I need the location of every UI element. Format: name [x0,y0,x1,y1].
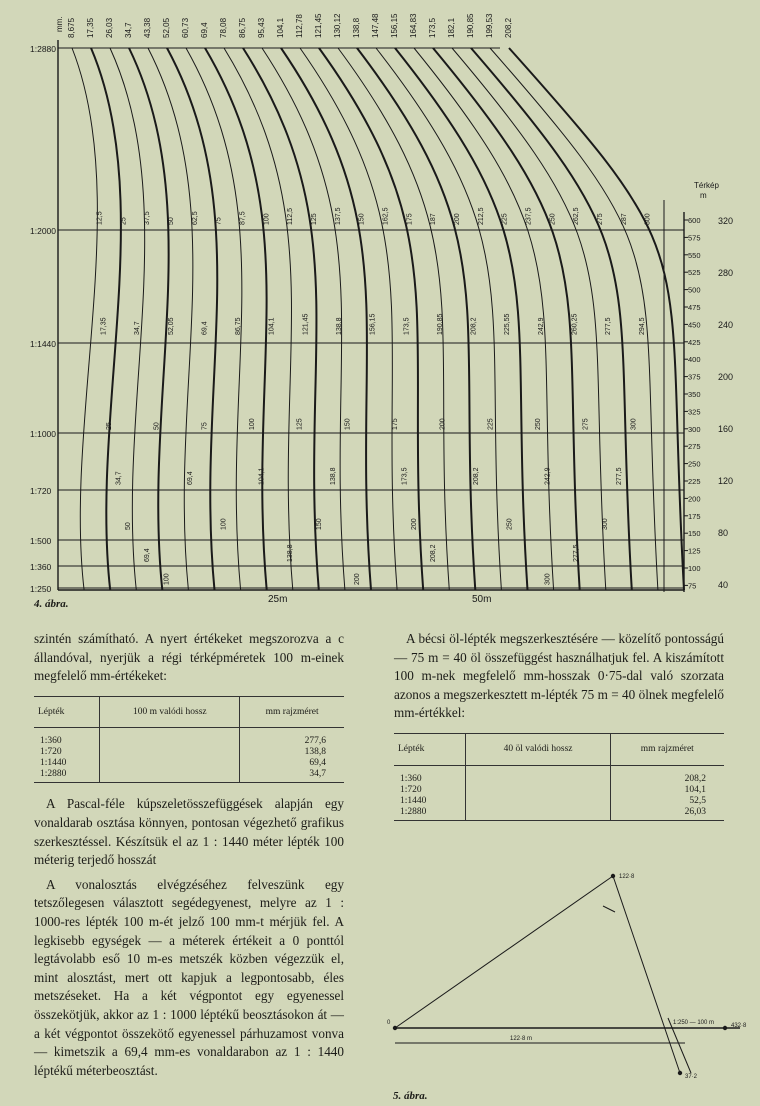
curve-value-label: 162,5 [382,207,390,225]
table-cell: 138,8 [304,747,326,758]
curve-value-label: 138,8 [330,467,338,485]
meter-scale-table [34,696,344,784]
table-cell: 1:2880 [34,769,100,783]
scale-label: 1:2880 [30,44,56,54]
table-cell: 1:1440 [34,758,100,769]
scale-curve [186,48,242,590]
table-row [34,769,344,783]
table-row [34,728,344,748]
curve-value-label: 225 [487,418,495,430]
curve-value-label: 300 [544,573,552,585]
figure-5-label: 122·8 [619,874,635,880]
right-tick-label: 175 [688,511,701,521]
right-tick-label: 150 [688,529,701,539]
scale-label: 1:2000 [30,226,56,236]
top-value-label: 26,03 [105,17,114,38]
scale-label: 1:1440 [30,339,56,349]
table-header-scale: Lépték [394,733,466,765]
curve-value-label: 173,5 [403,317,411,335]
figure-5-label: 122·8 m [510,1036,533,1042]
table-cell: 52,5 [689,795,706,806]
top-value-label: 112,78 [295,14,304,38]
curve-value-label: 250 [549,213,557,225]
right-tick-label: 550 [688,250,701,260]
curve-value-label: 100 [220,518,228,530]
curve-value-label: 62,5 [191,211,199,225]
right-outer-label: 320 [718,216,734,226]
top-value-label: 121,45 [314,13,323,38]
curve-value-label: 275 [597,213,605,225]
curve-value-label: 50 [168,217,176,225]
curve-value-label: 100 [249,418,257,430]
top-value-label: 60,73 [181,17,190,38]
figure-5-label: 0 [387,1020,391,1026]
top-value-label: 8,675 [67,17,76,38]
right-column [394,630,724,833]
scale-curve [281,48,371,590]
curve-value-label: 50 [125,522,133,530]
figure-5-construction [385,868,760,1098]
right-header: Térkép [694,181,719,190]
curve-value-label: 262,5 [573,207,581,225]
table-header-mm: mm rajzméret [610,733,724,765]
curve-value-label: 50 [153,422,161,430]
curve-value-label: 69,4 [201,321,209,335]
curve-value-label: 37,5 [144,211,152,225]
scale-label: 1:250 [30,584,52,594]
curve-value-label: 277,5 [573,544,581,562]
curve-value-label: 187 [430,213,438,225]
curve-value-label: 104,1 [258,467,266,485]
table-cell [466,785,610,796]
table-cell [466,765,610,785]
top-value-label: 164,83 [409,13,418,38]
figure-5-label: 1:250 — 100 m [673,1020,715,1026]
top-value-label: 78,08 [219,17,228,38]
curve-value-label: 150 [358,213,366,225]
figure-5-label: 432·8 [731,1023,747,1029]
top-value-label: 104,1 [276,17,285,38]
point-marker [678,1071,682,1075]
right-tick-label: 325 [688,407,701,417]
curve-value-label: 25 [120,217,128,225]
table-cell [466,807,610,821]
point-marker [723,1026,727,1030]
left-column [34,630,344,1086]
unit-label: mm. [55,16,64,32]
right-paragraph-1: A bécsi öl-lépték megszerkesztésére — közelítő pontosságú — 75 m = 40 öl összefüggést használhatjuk fel. A kiszámított 100 m-nek megfelelő mm-hosszak 0·75-dal való szorzata azonos a megszerkesztett m-lépték 75 m = 40 ölnek megfelelő mm-értékkel: [394,631,724,721]
right-tick-label: 350 [688,390,701,399]
curve-value-label: 75 [201,422,209,430]
table-header-length: 40 öl valódi hossz [466,733,610,765]
curve-value-label: 34,7 [115,471,123,485]
curve-value-label: 208,2 [430,544,438,562]
table-cell: 1:720 [34,747,100,758]
figure-5-label: 37·2 [685,1074,698,1080]
right-tick-label: 200 [688,494,701,504]
curve-value-label: 138,8 [335,317,343,335]
curve-value-label: 173,5 [401,467,409,485]
top-value-label: 182,1 [447,17,456,38]
scale-curve [72,48,97,590]
table-row [394,807,724,821]
curve-value-label: 250 [506,518,514,530]
top-value-label: 208,2 [504,17,513,38]
curve-value-label: 287 [620,213,628,225]
table-row [394,785,724,796]
table-cell: 69,4 [309,758,326,769]
right-outer-label: 280 [718,268,734,278]
table-cell: 1:1440 [394,796,466,807]
table-row [34,747,344,758]
top-value-label: 199,53 [485,13,494,38]
right-tick-label: 600 [688,216,701,225]
table-row [394,765,724,785]
right-tick-label: 575 [688,233,701,243]
curve-value-label: 137,5 [334,207,342,225]
table-cell: 104,1 [684,784,706,795]
right-outer-label: 200 [718,372,734,382]
curve-value-label: 242,9 [537,317,545,335]
right-tick-label: 450 [688,320,701,330]
curve-value-label: 237,5 [525,207,533,225]
table-header-length: 100 m valódi hossz [100,696,240,728]
top-value-label: 138,8 [352,17,361,38]
top-value-label: 130,12 [333,13,342,38]
right-tick-label: 300 [688,424,701,434]
oblique-line [395,876,613,1028]
right-tick-label: 425 [688,337,701,347]
top-value-label: 156,15 [390,13,399,38]
scale-label: 1:720 [30,486,52,496]
curve-value-label: 34,7 [134,321,142,335]
scale-curve [335,48,449,590]
table-header-scale: Lépték [34,696,100,728]
curve-value-label: 225,55 [504,313,512,335]
bottom-label: 50m [472,594,492,605]
scale-curve [110,48,145,590]
curve-value-label: 25 [106,422,114,430]
curve-value-label: 150 [344,418,352,430]
curve-value-label: 212,5 [477,207,485,225]
curve-value-label: 225 [501,213,509,225]
curve-value-label: 294,5 [638,317,646,335]
curve-value-label: 86,75 [235,317,243,335]
point-marker [393,1026,397,1030]
bottom-label: 25m [268,594,288,605]
curve-value-label: 112,5 [287,208,295,225]
fathom-scale-table [394,733,724,821]
curve-value-label: 208,2 [473,467,481,485]
table-cell [466,796,610,807]
curve-value-label: 242,9 [544,467,552,485]
table-cell: 1:360 [34,728,100,748]
table-cell: 1:2880 [394,807,466,821]
parallel-line [668,1018,691,1073]
curve-value-label: 208,2 [470,317,478,335]
curve-value-label: 250 [535,418,543,430]
scale-label: 1:360 [30,562,52,572]
right-outer-label: 160 [718,424,734,434]
top-value-label: 43,38 [143,17,152,38]
table-cell: 34,7 [240,769,344,783]
curve-value-label: 277,5 [605,317,613,335]
top-value-label: 34,7 [124,22,133,38]
curve-value-label: 300 [644,213,652,225]
curve-value-label: 17,35 [100,317,108,335]
right-tick-label: 375 [688,372,701,382]
table-cell [100,728,240,748]
curve-value-label: 100 [163,573,171,585]
curve-value-label: 150 [315,518,323,530]
curve-value-label: 100 [263,213,271,225]
tick-mark [603,906,615,912]
right-outer-label: 80 [718,528,729,538]
curve-value-label: 75 [215,217,223,225]
curve-value-label: 200 [454,213,462,225]
top-value-label: 95,43 [257,17,266,38]
right-outer-label: 120 [718,476,734,486]
curve-value-label: 175 [406,213,414,225]
table-cell: 277,6 [304,736,326,747]
curve-value-label: 300 [601,518,609,530]
table-row [34,758,344,769]
curve-value-label: 104,1 [268,317,276,335]
right-tick-label: 475 [688,303,701,312]
curve-value-label: 275 [582,418,590,430]
curve-value-label: 87,5 [239,211,247,225]
figure-5-caption: 5. ábra. [393,1090,428,1102]
top-value-label: 190,85 [466,13,475,38]
right-tick-label: 275 [688,442,701,452]
figure-4-caption: 4. ábra. [34,598,69,610]
curve-value-label: 138,8 [287,544,295,562]
curve-value-label: 125 [296,418,304,430]
curve-value-label: 200 [411,518,419,530]
top-value-label: 69,4 [200,22,209,38]
curve-value-label: 175 [392,418,400,430]
table-cell: 26,03 [610,807,724,821]
curve-value-label: 156,15 [369,313,377,335]
curve-value-label: 69,4 [187,471,195,485]
table-cell: 1:360 [394,765,466,785]
left-paragraph-3: A vonalosztás elvégzéséhez felveszünk egy tetszőlegesen választott segédegyenest, melyre az 1 : 1000-res lépték 100 m-ét jelző 100 mm-t mérjük fel. A legkisebb egységek — a méterek értékeit a 0 ponttól legtávolabb eső 10 m-es metszék közben végezzük el, mint alosztást, mert ott kapjuk a legpontosabb, éles metszéseket. Ha a két végpontot egy egyenessel összekötjük, akkor az 1 : 1000 léptékű beosztásokon át — a két végpontot összekötő egyenessel párhuzamost vonva — kimetszik a 69,4 mm-es vonaldarabon az 1 : 1440 léptékű méterbeosztást. [34,876,344,1078]
right-tick-label: 250 [688,459,701,469]
curve-value-label: 121,45 [302,313,310,335]
right-tick-label: 75 [688,581,697,591]
table-cell [100,758,240,769]
top-value-label: 173,5 [428,17,437,38]
right-header-unit: m [700,191,707,200]
point-marker [611,874,615,878]
table-header-mm: mm rajzméret [240,696,344,728]
right-tick-label: 225 [688,477,701,486]
top-value-label: 52,05 [162,17,171,38]
scale-label: 1:500 [30,536,52,546]
right-outer-label: 40 [718,580,729,590]
curve-value-label: 300 [630,418,638,430]
right-tick-label: 100 [688,564,701,573]
curve-value-label: 52,05 [167,317,175,335]
curve-value-label: 200 [439,418,447,430]
table-row [394,796,724,807]
curve-value-label: 69,4 [144,548,152,562]
top-value-label: 147,48 [371,13,380,38]
right-tick-label: 525 [688,268,701,278]
table-cell [100,747,240,758]
table-cell: 1:720 [394,785,466,796]
right-outer-label: 240 [718,320,734,330]
top-value-label: 86,75 [238,17,247,38]
curve-value-label: 200 [353,573,361,585]
curve-value-label: 125 [311,213,319,225]
scale-label: 1:1000 [30,429,56,439]
left-paragraph-1: szintén számítható. A nyert értékeket megszorozva a c állandóval, nyerjük a régi térképméretek 100 m-einek megfelelő mm-értékeket: [34,631,344,684]
curve-value-label: 277,5 [616,467,624,485]
curve-value-label: 190,85 [436,313,444,335]
top-value-label: 17,35 [86,17,95,38]
right-tick-label: 125 [688,546,701,556]
right-tick-label: 500 [688,285,701,295]
right-tick-label: 400 [688,355,701,365]
table-cell: 208,2 [684,773,706,784]
curve-value-label: 260,25 [571,313,579,335]
scale-curve [509,48,684,590]
curve-value-label: 12,5 [96,211,104,225]
scale-curve [414,48,557,590]
left-paragraph-2: A Pascal-féle kúpszeletösszefüggések alapján egy vonaldarab osztása könnyen, pontosan végezhető grafikus szerkesztéssel. Készítsük el az 1 : 1440 méter lépték 100 méterig terjedő hosszát [34,796,344,868]
table-cell [100,769,240,783]
